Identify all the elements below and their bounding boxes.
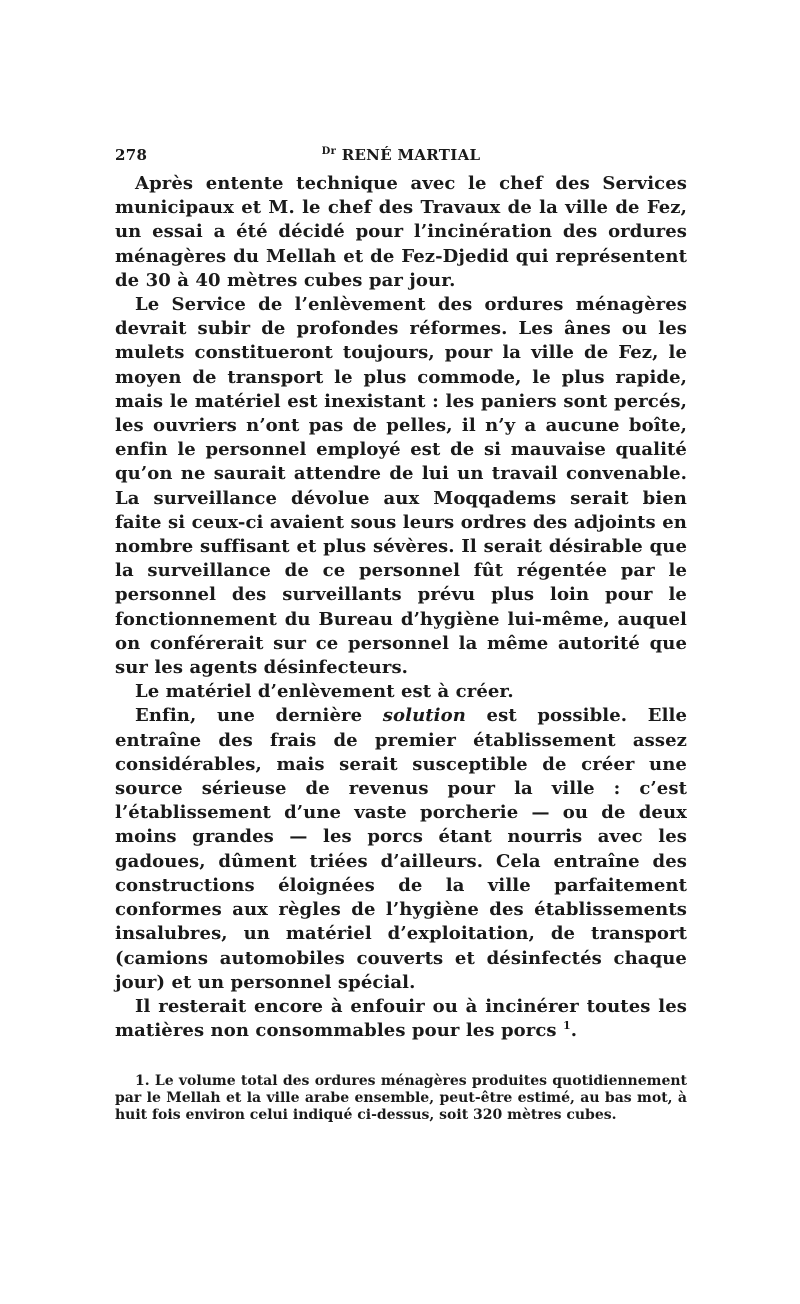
paragraph-5-text: Il resterait encore à enfouir ou à incinérer toutes les matières non consommables pour les porcs	[115, 995, 687, 1042]
paragraph-2: Le Service de l’enlèvement des ordures ménagères devrait subir de profondes réformes. Les ânes ou les mulets constitueront toujours, pour la ville de Fez, le moyen de transport le plus commode, le plus rapide, mais le matériel est inexistant : les paniers sont percés, les ouvriers n’ont pas de pelles, il n’y a aucune boîte, enfin le personnel employé est de si mauvaise qualité qu’on ne saurait attendre de lui un travail convenable. La surveillance dévolue aux Moqqadems serait bien faite si ceux-ci avaient sous leurs ordres des adjoints en nombre suffisant et plus sévères. Il serait désirable que la surveillance de ce personnel fût régentée par le personnel des surveillants prévu plus loin pour le fonctionnement du Bureau d’hygiène lui-même, auquel on conférerait sur ce personnel la même autorité que sur les agents désinfecteurs.	[115, 294, 687, 679]
paragraph-4	[115, 704, 687, 994]
paragraph-3: Le matériel d’enlèvement est à créer.	[135, 681, 514, 703]
footnote-marker: 1	[562, 1019, 571, 1033]
running-head	[115, 146, 687, 164]
author-title: Dr	[321, 146, 337, 157]
author-name: RENÉ MARTIAL	[341, 146, 481, 164]
paragraph-4-start: Enfin, une dernière	[135, 705, 383, 727]
book-page	[115, 146, 687, 1138]
page-number: 278	[115, 146, 148, 164]
footnote: 1. Le volume total des ordures ménagères produites quotidiennement par le Mellah et la ville arabe ensemble, peut-être estimé, au bas mot, à huit fois environ celui indiqué ci-dessus, soit 320 mètres cubes.	[115, 1073, 687, 1124]
page-header	[115, 146, 687, 170]
paragraph-5-end: .	[570, 1020, 578, 1042]
body-text	[115, 172, 687, 1043]
paragraph-4-rest: est possible. Elle entraîne des frais de premier établissement assez considérables, mais serait susceptible de créer une source sérieuse de revenus pour la ville : c’est l’établissement d’une vaste porcherie — ou de deux moins grandes — les porcs étant nourris avec les gadoues, dûment triées d’ailleurs. Cela entraîne des constructions éloignées de la ville parfaitement conformes aux règles de l’hygiène des établissements insalubres, un matériel d’exploitation, de transport (camions automobiles couverts et désinfectés chaque jour) et un personnel spécial.	[115, 705, 687, 993]
paragraph-5	[115, 995, 687, 1043]
italic-word: solution	[382, 705, 466, 727]
paragraph-1: Après entente technique avec le chef des Services municipaux et M. le chef des Travaux de la ville de Fez, un essai a été décidé pour l’incinération des ordures ménagères du Mellah et de Fez-Djedid qui représentent de 30 à 40 mètres cubes par jour.	[115, 173, 687, 291]
